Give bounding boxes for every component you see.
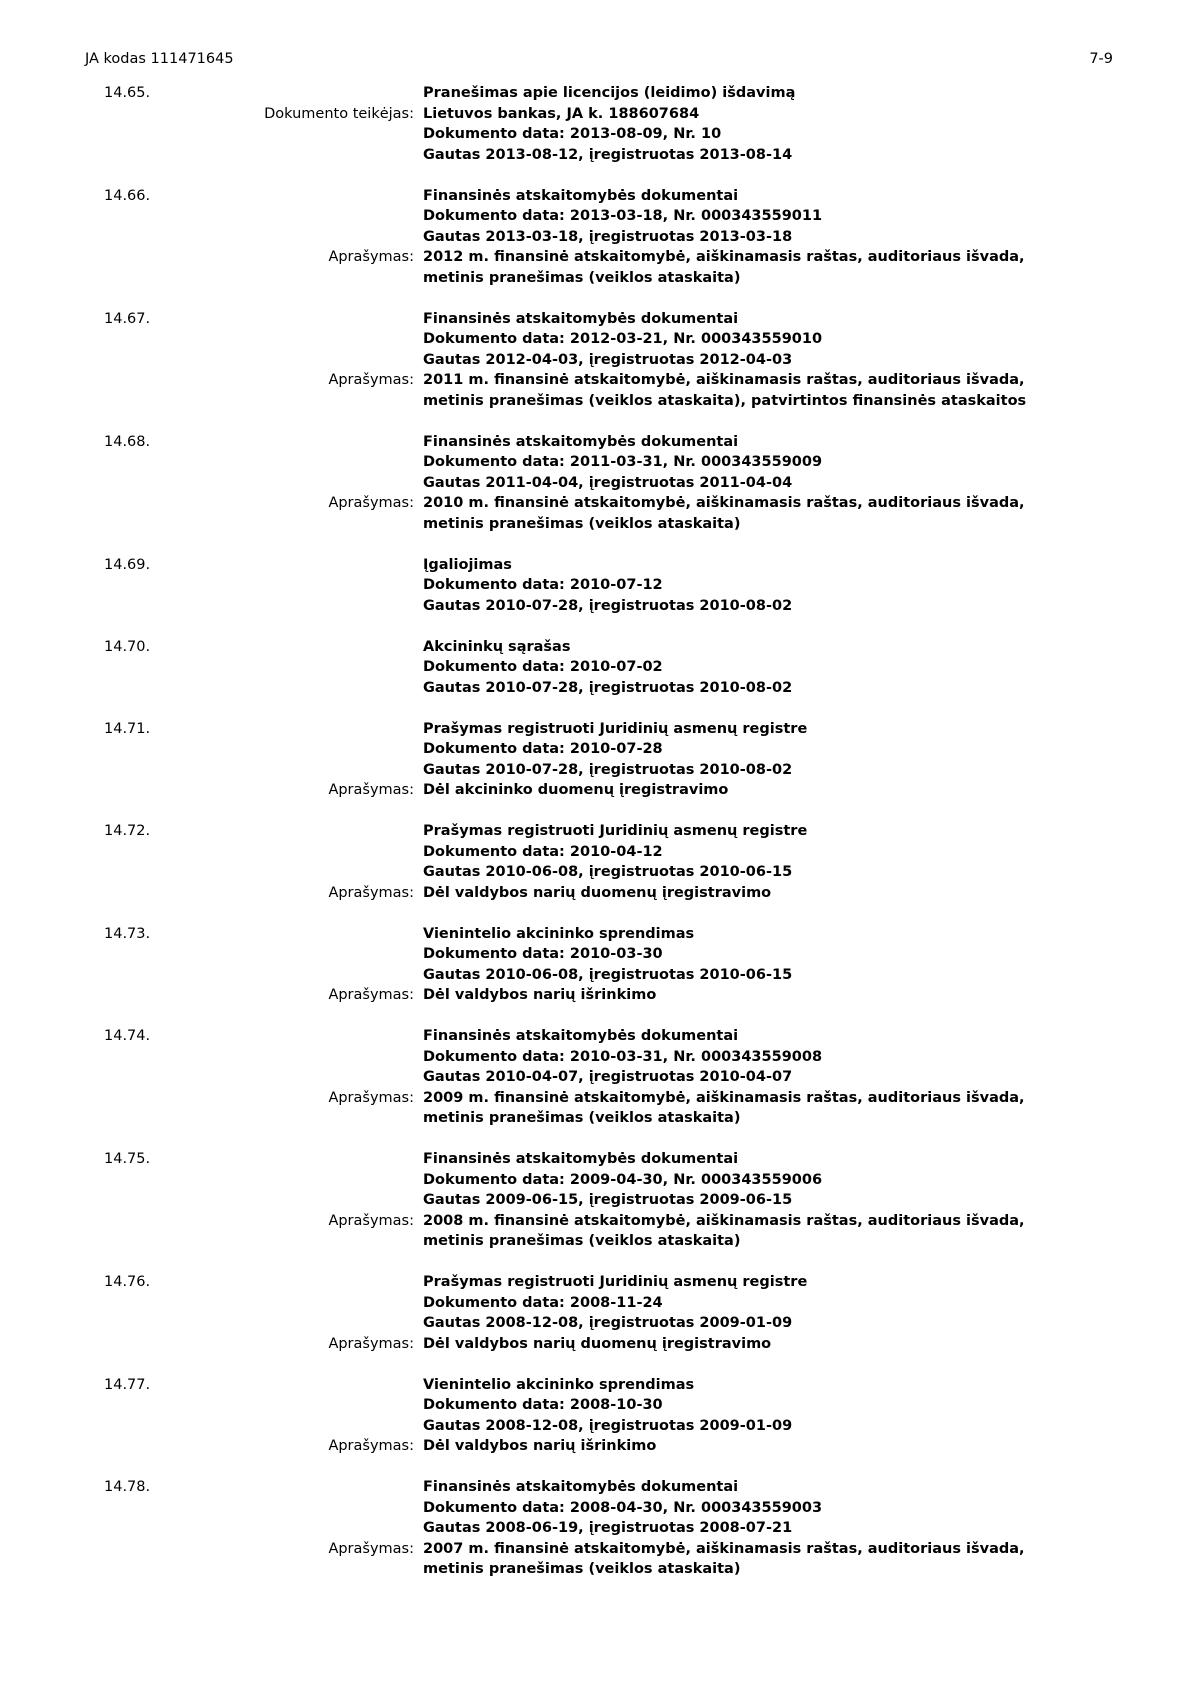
field-value: Gautas 2013-08-12, įregistruotas 2013-08-14 <box>423 146 793 163</box>
field-value: metinis pranešimas (veiklos ataskaita) <box>423 1233 741 1249</box>
field-value: Dokumento data: 2010-07-02 <box>423 659 663 675</box>
entry-row <box>0 125 1191 146</box>
entry-row <box>0 453 1191 474</box>
field-value: 2010 m. finansinė atskaitomybė, aiškinamasis raštas, auditoriaus išvada, <box>423 495 1025 511</box>
field-value: Dokumento data: 2010-07-28 <box>423 741 663 757</box>
document-entry <box>0 822 1191 904</box>
document-entry <box>0 1150 1191 1253</box>
field-value: Finansinės atskaitomybės dokumentai <box>423 1151 739 1167</box>
document-entry <box>0 187 1191 290</box>
field-value: Finansinės atskaitomybės dokumentai <box>423 433 739 450</box>
entry-row <box>0 1294 1191 1315</box>
document-entry <box>0 1376 1191 1458</box>
field-value: Dokumento data: 2010-07-12 <box>423 577 663 593</box>
entry-number: 14.69. <box>104 556 151 573</box>
field-value: Gautas 2010-04-07, įregistruotas 2010-04-07 <box>423 1069 793 1085</box>
entry-row <box>0 310 1191 331</box>
entry-number: 14.76. <box>104 1274 151 1290</box>
field-label: Aprašymas: <box>328 249 414 265</box>
document-entry <box>0 1273 1191 1355</box>
field-value: Gautas 2008-12-08, įregistruotas 2009-01-09 <box>423 1417 793 1434</box>
field-value: Dokumento data: 2010-04-12 <box>423 843 663 860</box>
document-entry <box>0 556 1191 618</box>
field-value: Dėl valdybos narių išrinkimo <box>423 987 657 1003</box>
entry-row <box>0 1191 1191 1212</box>
field-value: 2012 m. finansinė atskaitomybė, aiškinamasis raštas, auditoriaus išvada, <box>423 249 1025 265</box>
field-value: Prašymas registruoti Juridinių asmenų registre <box>423 823 808 839</box>
field-value: Prašymas registruoti Juridinių asmenų registre <box>423 720 808 737</box>
entry-number: 14.67. <box>104 310 151 327</box>
entry-row <box>0 863 1191 884</box>
page-number: 7-9 <box>1089 51 1113 67</box>
company-code: JA kodas 111471645 <box>85 51 234 67</box>
entry-number: 14.66. <box>104 187 151 204</box>
entry-row <box>0 597 1191 618</box>
entry-row <box>0 843 1191 864</box>
field-value: Gautas 2010-07-28, įregistruotas 2010-08-02 <box>423 679 793 696</box>
entry-row <box>0 515 1191 536</box>
field-value: Gautas 2010-07-28, įregistruotas 2010-08-02 <box>423 597 793 614</box>
entry-row <box>0 740 1191 761</box>
field-label: Aprašymas: <box>328 1089 414 1106</box>
entry-row <box>0 207 1191 228</box>
field-value: Dokumento data: 2009-04-30, Nr. 000343559006 <box>423 1171 823 1188</box>
field-value: Dokumento data: 2008-10-30 <box>423 1397 663 1413</box>
field-value: Gautas 2010-07-28, įregistruotas 2010-08-02 <box>423 761 793 778</box>
field-value: Vienintelio akcininko sprendimas <box>423 925 695 942</box>
field-value: Dėl akcininko duomenų įregistravimo <box>423 782 729 798</box>
field-value: metinis pranešimas (veiklos ataskaita) <box>423 515 741 532</box>
entry-row <box>0 1232 1191 1253</box>
entry-row <box>0 781 1191 802</box>
entry-number: 14.75. <box>104 1151 151 1167</box>
entry-row <box>0 371 1191 392</box>
field-value: Dėl valdybos narių duomenų įregistravimo <box>423 884 772 901</box>
field-label: Aprašymas: <box>328 1212 414 1229</box>
field-value: Gautas 2008-06-19, įregistruotas 2008-07-21 <box>423 1520 793 1536</box>
field-value: metinis pranešimas (veiklos ataskaita) <box>423 1561 741 1577</box>
document-entry <box>0 638 1191 700</box>
entry-row <box>0 1540 1191 1561</box>
entry-number: 14.77. <box>104 1376 151 1393</box>
entry-row <box>0 1150 1191 1171</box>
field-label: Dokumento teikėjas: <box>264 105 414 122</box>
document-entry <box>0 720 1191 802</box>
entry-row <box>0 187 1191 208</box>
entry-row <box>0 1499 1191 1520</box>
field-value: metinis pranešimas (veiklos ataskaita) <box>423 1110 741 1126</box>
field-value: metinis pranešimas (veiklos ataskaita) <box>423 269 741 286</box>
entry-row <box>0 1089 1191 1110</box>
field-label: Aprašymas: <box>328 1540 414 1557</box>
field-value: Finansinės atskaitomybės dokumentai <box>423 1479 739 1495</box>
field-value: Gautas 2012-04-03, įregistruotas 2012-04-03 <box>423 351 793 368</box>
field-value: Dokumento data: 2008-04-30, Nr. 000343559003 <box>423 1499 823 1516</box>
entry-row <box>0 105 1191 126</box>
field-value: Vienintelio akcininko sprendimas <box>423 1376 695 1393</box>
entry-number: 14.68. <box>104 433 151 450</box>
field-value: 2008 m. finansinė atskaitomybė, aiškinamasis raštas, auditoriaus išvada, <box>423 1212 1025 1229</box>
entry-row <box>0 1478 1191 1499</box>
document-entry <box>0 433 1191 536</box>
entry-row <box>0 884 1191 905</box>
field-value: Dokumento data: 2013-03-18, Nr. 000343559011 <box>423 208 823 224</box>
entry-row <box>0 576 1191 597</box>
entry-row <box>0 1335 1191 1356</box>
entry-row <box>0 433 1191 454</box>
entry-row <box>0 228 1191 249</box>
entry-number: 14.71. <box>104 720 151 737</box>
entry-row <box>0 269 1191 290</box>
entry-number: 14.72. <box>104 823 151 839</box>
entry-row <box>0 720 1191 741</box>
document-entry <box>0 1478 1191 1581</box>
field-value: Įgaliojimas <box>423 556 512 573</box>
field-value: Dokumento data: 2011-03-31, Nr. 000343559009 <box>423 454 823 470</box>
field-value: Pranešimas apie licencijos (leidimo) išdavimą <box>423 85 796 101</box>
entry-row <box>0 1396 1191 1417</box>
entry-row <box>0 966 1191 987</box>
entry-number: 14.73. <box>104 925 151 942</box>
field-value: Gautas 2010-06-08, įregistruotas 2010-06-15 <box>423 966 793 983</box>
entry-row <box>0 658 1191 679</box>
field-value: Dokumento data: 2010-03-31, Nr. 000343559008 <box>423 1048 823 1065</box>
entry-row <box>0 638 1191 659</box>
entry-number: 14.74. <box>104 1028 151 1044</box>
field-value: Finansinės atskaitomybės dokumentai <box>423 187 739 204</box>
entry-row <box>0 1109 1191 1130</box>
field-value: Dokumento data: 2013-08-09, Nr. 10 <box>423 126 722 142</box>
entry-row <box>0 986 1191 1007</box>
entry-row <box>0 330 1191 351</box>
entry-row <box>0 248 1191 269</box>
field-value: Dokumento data: 2012-03-21, Nr. 000343559010 <box>423 331 823 347</box>
field-value: Dokumento data: 2008-11-24 <box>423 1294 663 1311</box>
field-value: 2009 m. finansinė atskaitomybė, aiškinamasis raštas, auditoriaus išvada, <box>423 1089 1025 1106</box>
entry-row <box>0 1273 1191 1294</box>
field-value: Akcininkų sąrašas <box>423 638 571 655</box>
field-label: Aprašymas: <box>328 987 414 1003</box>
document-entry <box>0 84 1191 166</box>
field-value: Gautas 2010-06-08, įregistruotas 2010-06-15 <box>423 864 793 880</box>
entry-row <box>0 1560 1191 1581</box>
field-label: Aprašymas: <box>328 1438 414 1454</box>
field-value: Dėl valdybos narių išrinkimo <box>423 1438 657 1454</box>
entry-row <box>0 1048 1191 1069</box>
field-value: Gautas 2008-12-08, įregistruotas 2009-01-09 <box>423 1315 793 1331</box>
entry-row <box>0 1519 1191 1540</box>
entry-row <box>0 556 1191 577</box>
field-value: 2007 m. finansinė atskaitomybė, aiškinamasis raštas, auditoriaus išvada, <box>423 1540 1025 1557</box>
entry-row <box>0 84 1191 105</box>
field-value: 2011 m. finansinė atskaitomybė, aiškinamasis raštas, auditoriaus išvada, <box>423 372 1025 388</box>
entries-list <box>0 84 1191 1601</box>
entry-row <box>0 1376 1191 1397</box>
entry-number: 14.78. <box>104 1479 151 1495</box>
entry-row <box>0 1027 1191 1048</box>
field-label: Aprašymas: <box>328 1335 414 1352</box>
field-label: Aprašymas: <box>328 372 414 388</box>
entry-row <box>0 1417 1191 1438</box>
field-label: Aprašymas: <box>328 782 414 798</box>
entry-row <box>0 1068 1191 1089</box>
field-value: Gautas 2013-03-18, įregistruotas 2013-03-18 <box>423 228 793 245</box>
document-entry <box>0 925 1191 1007</box>
entry-number: 14.70. <box>104 638 151 655</box>
entry-row <box>0 1212 1191 1233</box>
entry-row <box>0 1314 1191 1335</box>
entry-number: 14.65. <box>104 85 151 101</box>
entry-row <box>0 1437 1191 1458</box>
entry-row <box>0 925 1191 946</box>
field-value: metinis pranešimas (veiklos ataskaita), patvirtintos finansinės ataskaitos <box>423 392 1027 409</box>
field-value: Finansinės atskaitomybės dokumentai <box>423 310 739 327</box>
entry-row <box>0 945 1191 966</box>
field-value: Dėl valdybos narių duomenų įregistravimo <box>423 1335 772 1352</box>
field-value: Lietuvos bankas, JA k. 188607684 <box>423 105 700 122</box>
field-label: Aprašymas: <box>328 884 414 901</box>
entry-row <box>0 474 1191 495</box>
entry-row <box>0 146 1191 167</box>
field-value: Gautas 2009-06-15, įregistruotas 2009-06-15 <box>423 1192 793 1208</box>
field-value: Gautas 2011-04-04, įregistruotas 2011-04-04 <box>423 474 793 491</box>
field-value: Finansinės atskaitomybės dokumentai <box>423 1028 739 1044</box>
document-entry <box>0 310 1191 413</box>
entry-row <box>0 494 1191 515</box>
entry-row <box>0 679 1191 700</box>
entry-row <box>0 351 1191 372</box>
field-label: Aprašymas: <box>328 495 414 511</box>
entry-row <box>0 822 1191 843</box>
entry-row <box>0 392 1191 413</box>
entry-row <box>0 761 1191 782</box>
field-value: Prašymas registruoti Juridinių asmenų registre <box>423 1274 808 1290</box>
entry-row <box>0 1171 1191 1192</box>
field-value: Dokumento data: 2010-03-30 <box>423 946 663 962</box>
document-entry <box>0 1027 1191 1130</box>
